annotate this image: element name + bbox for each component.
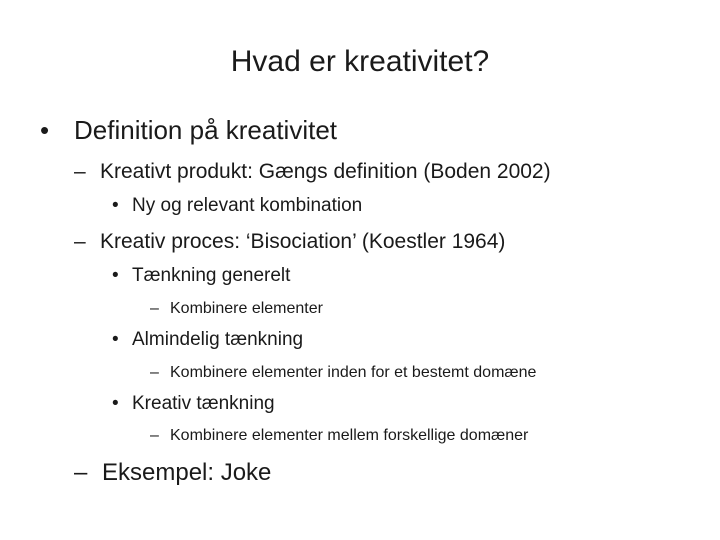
bullet-text: Eksempel: Joke <box>102 459 272 486</box>
bullet-text: Almindelig tænkning <box>132 329 304 350</box>
bullet-marker: • <box>112 329 119 350</box>
bullet-text: Kombinere elementer mellem forskellige domæner <box>170 427 529 444</box>
bullet-marker: • <box>112 265 119 286</box>
bullet-level3 <box>112 392 275 416</box>
bullet-level2 <box>74 159 551 185</box>
bullet-level4 <box>150 299 323 319</box>
bullet-text: Kreativ tænkning <box>132 393 275 414</box>
bullet-text: Kombinere elementer inden for et bestemt domæne <box>170 364 537 381</box>
bullet-text: Ny og relevant kombination <box>132 195 363 216</box>
bullet-marker: • <box>112 393 119 414</box>
bullet-level3 <box>112 264 290 288</box>
bullet-marker: – <box>74 230 86 253</box>
bullet-text: Kreativt produkt: Gængs definition (Boden 2002) <box>100 160 551 183</box>
bullet-text: Kreativ proces: ‘Bisociation’ (Koestler 1964) <box>100 230 506 253</box>
bullet-text: Kombinere elementer <box>170 300 323 317</box>
bullet-marker: – <box>150 427 159 444</box>
bullet-level2 <box>74 229 505 255</box>
bullet-level1 <box>40 114 337 146</box>
bullet-text: Definition på kreativitet <box>74 115 338 145</box>
bullet-level2-large <box>74 457 271 489</box>
bullet-level3 <box>112 194 362 218</box>
bullet-level4 <box>150 426 528 446</box>
bullet-marker: – <box>74 459 88 486</box>
bullet-marker: • <box>40 115 50 145</box>
bullet-level3 <box>112 328 303 352</box>
slide-title: Hvad er kreativitet? <box>230 45 490 78</box>
bullet-marker: – <box>150 300 159 317</box>
bullet-level4 <box>150 363 536 383</box>
bullet-marker: – <box>74 160 86 183</box>
bullet-marker: • <box>112 195 119 216</box>
bullet-text: Tænkning generelt <box>132 265 291 286</box>
bullet-marker: – <box>150 364 159 381</box>
